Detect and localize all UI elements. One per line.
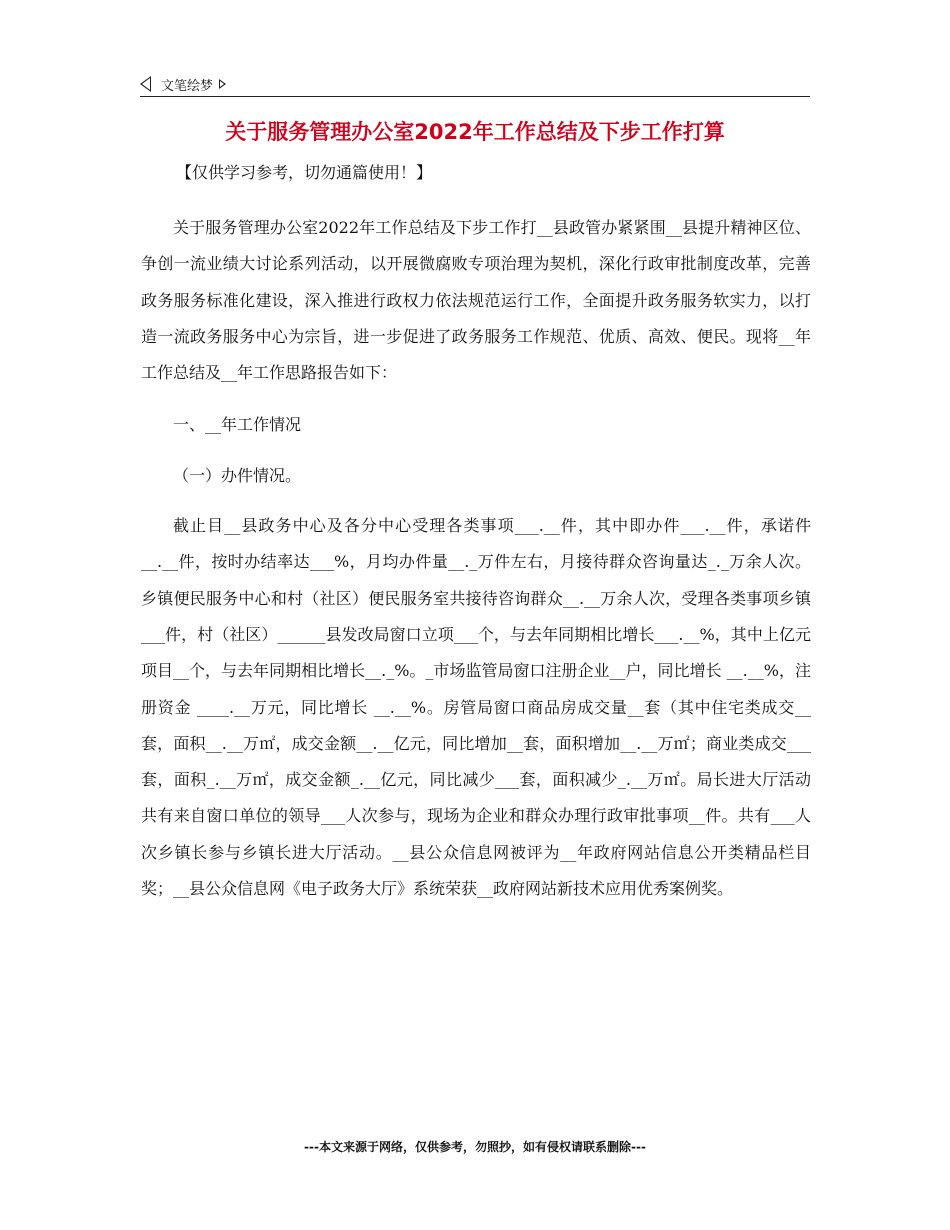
usage-notice: 【仅供学习参考，切勿通篇使用！】 bbox=[176, 163, 433, 182]
right-triangle-icon bbox=[219, 79, 226, 89]
body-paragraph: 截止目__县政务中心及各分中心受理各类事项___.__件，其中即办件___.__件，承诺件__.__件，按时办结率达___%，月均办件量__._万件左右，月接待群众咨询量达_._万余人次。乡镇便民服务中心和村（社区）便民服务室共接待咨询群众__.__万余人次，受理各类事项乡镇___件，村（社区）______县发改局窗口立项___个，与去年同期相比增长___.__%，其中上亿元项目__个，与去年同期相比增长__._%。_市场监管局窗口注册企业__户，同比增长 __.__%，注册资金 ____.__万元，同比增长 __.__%。房管局窗口商品房成交量__套（其中住宅类成交__套，面积__.__万㎡，成交金额__.__亿元，同比增加__套，面积增加__.__万㎡；商业类成交___套，面积_.__万㎡，成交金额_.__亿元，同比减少___套，面积减少_.__万㎡。局长进大厅活动共有来自窗口单位的领导___人次参与，现场为企业和群众办理行政审批事项__件。共有___人次乡镇长参与乡镇长进大厅活动。__县公众信息网被评为__年政府网站信息公开类精品栏目奖；__县公众信息网《电子政务大厅》系统荣获__政府网站新技术应用优秀案例奖。 bbox=[141, 516, 811, 899]
left-triangle-icon bbox=[140, 76, 151, 92]
page-header bbox=[140, 72, 810, 97]
brand-name: 文笔绘梦 bbox=[161, 78, 214, 94]
document-body bbox=[141, 210, 811, 907]
footer-disclaimer: ---本文来源于网络，仅供参考，勿照抄，如有侵权请联系删除--- bbox=[304, 1140, 646, 1154]
document-title: 关于服务管理办公室2022年工作总结及下步工作打算 bbox=[225, 120, 725, 144]
intro-paragraph: 关于服务管理办公室2022年工作总结及下步工作打__县政管办紧紧围__县提升精神区位、争创一流业绩大讨论系列活动，以开展微腐败专项治理为契机，深化行政审批制度改革，完善政务服务标准化建设，深入推进行政权力依法规范运行工作，全面提升政务服务软实力，以打造一流政务服务中心为宗旨，进一步促进了政务服务工作规范、优质、高效、便民。现将__年工作总结及__年工作思路报告如下： bbox=[141, 218, 811, 383]
subsection-heading: （一）办件情况。 bbox=[173, 465, 302, 485]
section-heading: 一、__年工作情况 bbox=[173, 415, 302, 435]
